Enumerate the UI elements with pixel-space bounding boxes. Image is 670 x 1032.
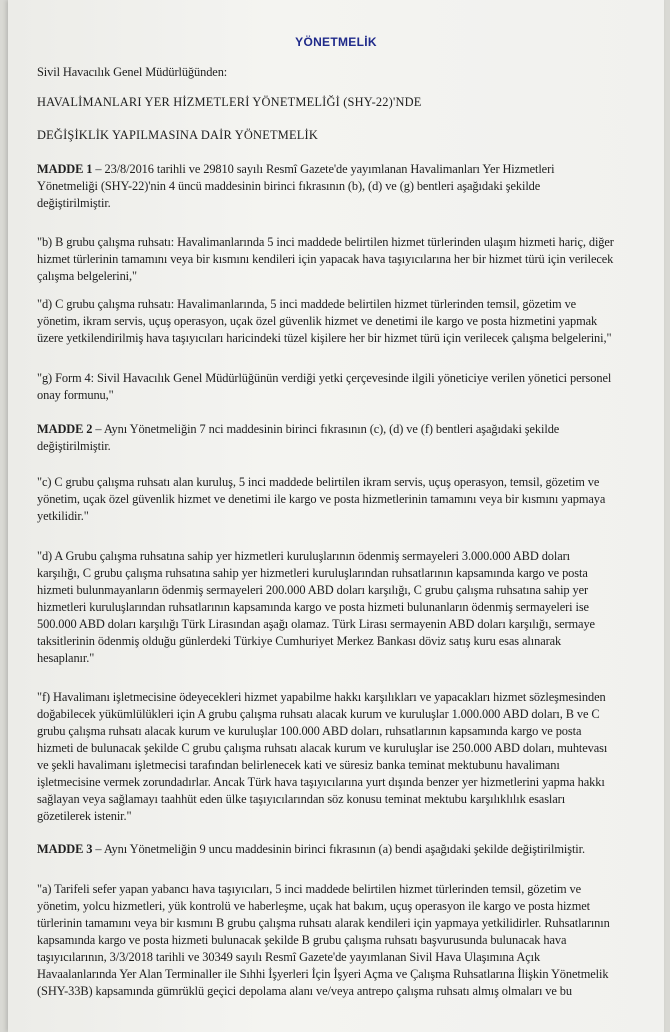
madde-3-a-line: taşıyıcılarının, 3/3/2018 tarihli ve 30349 sayılı Resmî Gazete'de yayımlanan Sivil Hava Ulaşımına Açık	[37, 950, 541, 964]
madde-2-d-line: hizmetleri kuruluşlarından ruhsatlarının kapsamında kargo ve posta hizmeti bulunanların ödenmiş sermayeleri ise	[37, 600, 589, 614]
madde-1-line	[37, 163, 554, 175]
madde-2-label: MADDE 2	[37, 422, 93, 436]
madde-2-f-line: işletmecisine vermek zorundadırlar. Ancak Türk hava taşıyıcılarına yurt dışında benzer yer hizmetlerini yapma hakkı	[37, 775, 605, 789]
madde-3-a-line: kapsamında kargo ve posta hizmeti bulunacak şekilde B grubu çalışma ruhsatı başvurusunda bulunacak hava	[37, 933, 567, 947]
madde-1-line: değiştirilmiştir.	[37, 196, 111, 210]
page-title: YÖNETMELİK	[295, 35, 377, 49]
madde-3-a-line: türlerinin tamamını veya bir kısmını B grubu çalışma ruhsatı alarak kendileri için yapmaya yetkilidirler. Ruhsatlarının	[37, 916, 610, 930]
madde-3-a-line: (SHY-33B) kapsamında gümrüklü geçici depolama alanı ve/veya antrepo çalışma ruhsatı almış olmaları ve bu	[37, 984, 572, 998]
madde-2-f-line: doğabilecek yükümlülükleri için A grubu çalışma ruhsatı alacak kurum ve kuruluşlar 1.000.000 ABD doları, B ve C	[37, 707, 600, 721]
madde-2-f-line: grubu çalışma ruhsatı alacak kurum ve kuruluşlar 100.000 ABD doları, ruhsatlarının kapsamında kargo ve posta	[37, 724, 582, 738]
madde-1-line: Yönetmeliği (SHY-22)'nin 4 üncü maddesinin birinci fıkrasının (b), (d) ve (g) bentleri aşağıdaki şekilde	[37, 179, 541, 193]
madde-1-b-line: hizmet türlerinin tamamını veya bir kısmını kendileri için yapacak hava taşıyıcılarına her bir hizmet türü için verilecek	[37, 252, 614, 266]
madde-3-label: MADDE 3	[37, 842, 93, 856]
madde-2-d-line: 500.000 ABD doları karşılığı Türk Lirasından aşağı olamaz. Türk Lirası sermayenin ABD doları karşılığı, sermaye	[37, 617, 595, 631]
madde-1-d-line: "d) C grubu çalışma ruhsatı: Havalimanlarında, 5 inci maddede belirtilen hizmet türlerinden temsil, gözetim ve	[37, 297, 577, 311]
madde-3-a-line: yönetim, yolcu hizmetleri, yük kontrolü ve haberleşme, uçak hat bakım, uçuş operasyon ile kargo ve posta hizmet	[37, 899, 590, 913]
madde-2-d-line: karşılığı, C grubu çalışma ruhsatına sahip yer hizmetleri kuruluşlarından ruhsatlarının kapsamında kargo ve posta	[37, 566, 588, 580]
madde-2-d-line: taksitlerinin ödenmiş olduğu günlerdeki Türkiye Cumhuriyet Merkez Bankası döviz satış kuru esas alınarak	[37, 634, 562, 648]
madde-2-line: değiştirilmiştir.	[37, 439, 111, 453]
madde-1-b-line: çalışma belgelerini,"	[37, 269, 137, 283]
madde-2-f-line: sağlayan veya sağlamayı taahhüt eden ülke taşıyıcılarından söz konusu teminat mektubu karşılıklılık esasları	[37, 792, 566, 806]
madde-3-line	[37, 843, 585, 855]
madde-2-text: – Aynı Yönetmeliğin 7 nci maddesinin birinci fıkrasının (c), (d) ve (f) bentleri aşağıdaki şekilde	[92, 422, 560, 436]
madde-1-d-line: üzere yetkilendirilmiş hava taşıyıcıları haricindeki tüzel kişilere her bir hizmet türü için verilecek çalışma belgelerini,"	[37, 331, 612, 345]
madde-1-b-line: "b) B grubu çalışma ruhsatı: Havalimanlarında 5 inci maddede belirtilen hizmet türlerinden ulaşım hizmeti hariç, diğer	[37, 235, 614, 249]
madde-2-d-line: "d) A Grubu çalışma ruhsatına sahip yer hizmetleri kuruluşlarının ödenmiş sermayeleri 3.000.000 ABD doları	[37, 549, 570, 563]
document-page	[8, 0, 664, 1032]
madde-2-line	[37, 423, 559, 435]
madde-2-f-line: "f) Havalimanı işletmecisine ödeyecekleri hizmet yapabilme hakkı karşılıkları ve yapacakları hizmet sözleşmesinden	[37, 690, 606, 704]
madde-1-d-line: yönetim, ikram servis, uçuş operasyon, uçak özel güvenlik hizmet ve denetimi ile kargo ve posta hizmetini yapmak	[37, 314, 598, 328]
heading-line-2: DEĞİŞİKLİK YAPILMASINA DAİR YÖNETMELİK	[37, 128, 318, 142]
heading-line-1: HAVALİMANLARI YER HİZMETLERİ YÖNETMELİĞİ (SHY-22)'NDE	[37, 95, 422, 109]
madde-2-c-line: yönetim, uçak özel güvenlik hizmet ve denetimi ile kargo ve posta hizmetlerinin tamamını veya bir kısmını yapmaya	[37, 492, 606, 506]
madde-2-d-line: hesaplanır."	[37, 651, 95, 665]
madde-1-text: – 23/8/2016 tarihli ve 29810 sayılı Resmî Gazete'de yayımlanan Havalimanları Yer Hizmetleri	[92, 162, 555, 176]
madde-2-c-line: yetkilidir."	[37, 509, 89, 523]
madde-3-a-line: Havaalanlarında Yer Alan Terminaller ile Sıhhi İşyerleri İçin İşyeri Açma ve Çalışma Ruhsatlarına İlişkin Yönetmelik	[37, 967, 609, 981]
madde-3-a-line: "a) Tarifeli sefer yapan yabancı hava taşıyıcıları, 5 inci maddede belirtilen hizmet türlerinden temsil, gözetim ve	[37, 882, 581, 896]
madde-2-c-line: "c) C grubu çalışma ruhsatı alan kuruluş, 5 inci maddede belirtilen ikram servis, uçuş operasyon, temsil, gözetim ve	[37, 475, 600, 489]
madde-2-f-line: gözetilerek istenir."	[37, 809, 132, 823]
madde-1-g-line: "g) Form 4: Sivil Havacılık Genel Müdürlüğünün verdiği yetki çerçevesinde ilgili yöneticiye verilen yönetici personel	[37, 371, 612, 385]
madde-2-f-line: hizmeti de bulunacak şekilde C grubu çalışma ruhsatı alacak kurum ve kuruluşlar ise 250.000 ABD doları, muhtevası	[37, 741, 608, 755]
madde-1-label: MADDE 1	[37, 162, 93, 176]
madde-2-d-line: hizmeti bulunmayanların ödenmiş sermayeleri 200.000 ABD doları karşılığı, C grubu çalışma ruhsatına sahip yer	[37, 583, 589, 597]
issuer-line: Sivil Havacılık Genel Müdürlüğünden:	[37, 65, 228, 79]
madde-3-text: – Aynı Yönetmeliğin 9 uncu maddesinin birinci fıkrasının (a) bendi aşağıdaki şekilde değiştirilmiştir.	[92, 842, 585, 856]
madde-1-g-line: onay formunu,"	[37, 388, 114, 402]
madde-2-f-line: ve şekli havalimanı işletmecisi tarafından belirlenecek kati ve süresiz banka teminat mektubunu havalimanı	[37, 758, 560, 772]
